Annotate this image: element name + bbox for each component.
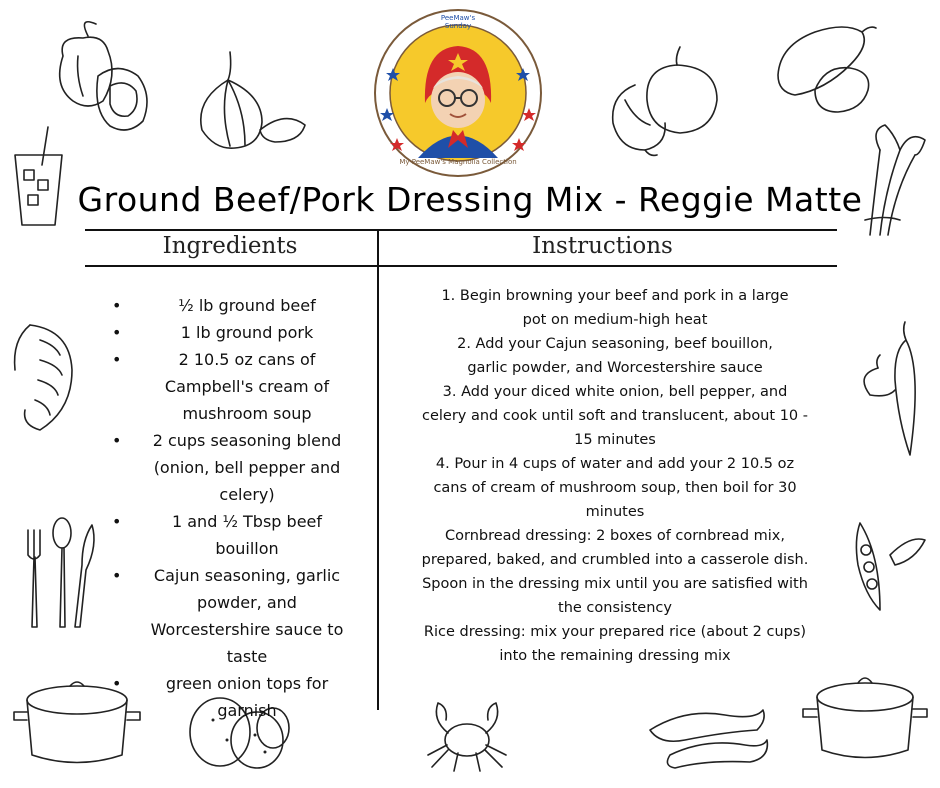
column-divider: [377, 230, 379, 710]
onion-icon: [605, 45, 725, 164]
cornbread-note: Cornbread dressing: 2 boxes of cornbread mix, prepared, baked, and crumbled into a casserole dish. Spoon in the dressing mix until you are satisfied with the consistency: [421, 528, 809, 616]
title-underline: [85, 229, 837, 231]
rice-note: Rice dressing: mix your prepared rice (about 2 cups) into the remaining dressing mix: [423, 624, 807, 664]
list-item: • ½ lb ground beef: [112, 292, 352, 319]
instruction-step: 2. Add your Cajun seasoning, beef bouillon, garlic powder, and Worcestershire sauce: [457, 336, 773, 376]
page-title: Ground Beef/Pork Dressing Mix - Reggie Matte: [77, 180, 863, 219]
ingredients-list: [112, 292, 352, 724]
instructions-body: [420, 284, 810, 668]
header-underline: [85, 265, 837, 267]
list-item: • 2 10.5 oz cans of Campbell's cream of mushroom soup: [112, 346, 352, 427]
instruction-step: 4. Pour in 4 cups of water and add your 2 10.5 oz cans of cream of mushroom soup, then boil for 30 minutes: [433, 456, 797, 520]
crab-icon: [420, 695, 515, 779]
logo-badge: [373, 8, 543, 178]
pot-icon: [800, 665, 930, 774]
list-item: • 2 cups seasoning blend (onion, bell pepper and celery): [112, 427, 352, 508]
instructions-heading: Instructions: [532, 233, 673, 259]
list-item: • 1 lb ground pork: [112, 319, 352, 346]
list-item: • 1 and ½ Tbsp beef bouillon: [112, 508, 352, 562]
shrimp-icon: [10, 315, 85, 444]
list-item: • green onion tops for garnish: [112, 670, 352, 724]
sweet-potato-icon: [770, 20, 880, 124]
logo-bottom-text: My PeeMaw's Magnolia Collection: [399, 158, 517, 166]
chili-peppers-icon: [850, 320, 930, 464]
instruction-step: 1. Begin browning your beef and pork in a large pot on medium-high heat: [441, 288, 789, 328]
ingredients-heading: Ingredients: [162, 233, 298, 259]
garlic-icon: [190, 50, 310, 159]
pea-pod-icon: [850, 515, 930, 619]
utensils-icon: [20, 515, 100, 639]
instruction-step: 3. Add your diced white onion, bell pepper, and celery and cook until soft and translucent, about 10 - 15 minutes: [421, 384, 808, 448]
list-item: • Cajun seasoning, garlic powder, and Worcestershire sauce to taste: [112, 562, 352, 670]
logo-top-text: PeeMaw's Sunday: [440, 14, 476, 30]
sausage-icon: [645, 700, 770, 774]
